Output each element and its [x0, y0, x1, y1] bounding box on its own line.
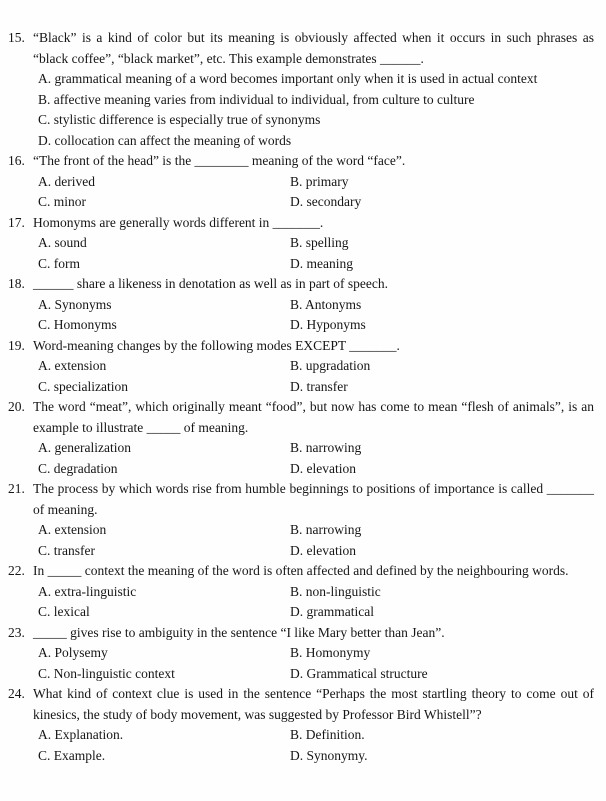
question-body: [33, 684, 594, 766]
question-23: [8, 623, 594, 685]
option-d: D. elevation: [290, 542, 356, 558]
option-d: D. Hyponyms: [290, 317, 366, 332]
option-b: B. narrowing: [290, 522, 362, 537]
option-b: B. Homonymy: [290, 645, 371, 660]
options-list: [33, 438, 594, 479]
option-c: C. stylistic difference is especially true of synonyms: [38, 112, 321, 127]
option-a: A. derived: [38, 173, 95, 189]
question-body: [33, 623, 594, 685]
question-body: [33, 213, 594, 275]
options-list: [33, 725, 594, 766]
question-body: [33, 561, 594, 623]
question-text: The process by which words rise from humble beginnings to positions of importance is called _______ of meaning.: [33, 481, 594, 517]
option-b: B. affective meaning varies from individual to individual, from culture to culture: [38, 91, 475, 107]
option-b: B. primary: [290, 173, 349, 189]
question-number: 22.: [8, 563, 25, 578]
option-a: A. extension: [38, 358, 107, 373]
option-a: A. Explanation.: [38, 727, 124, 742]
options-list: [33, 356, 594, 397]
question-number: 21.: [8, 481, 25, 496]
question-number: 18.: [8, 276, 25, 291]
question-number: 24.: [8, 686, 25, 701]
question-text: What kind of context clue is used in the sentence “Perhaps the most startling theory to come out of kinesics, the study of body movement, was suggested by Professor Bird Whistell”?: [33, 686, 594, 722]
question-body: [33, 151, 594, 213]
question-text: The word “meat”, which originally meant “food”, but now has come to mean “flesh of animals”, is an example to illustrate _____ of meaning.: [33, 399, 594, 435]
option-d: D. meaning: [290, 255, 353, 271]
option-b: B. Antonyms: [290, 296, 362, 312]
option-a: A. sound: [38, 235, 87, 250]
question-body: [33, 336, 594, 398]
question-15: [8, 28, 594, 151]
option-c: C. Non-linguistic context: [38, 665, 175, 681]
question-20: [8, 397, 594, 479]
option-b: B. Definition.: [290, 727, 365, 742]
question-19: [8, 336, 594, 398]
option-a: A. Polysemy: [38, 645, 108, 660]
option-a: A. extra-linguistic: [38, 583, 137, 599]
option-c: C. Homonyms: [38, 317, 117, 332]
option-a: A. Synonyms: [38, 296, 112, 312]
option-c: C. degradation: [38, 460, 118, 476]
options-list: [33, 643, 594, 684]
question-number: 19.: [8, 337, 25, 353]
question-21: [8, 479, 594, 561]
options-list: [33, 295, 594, 336]
question-18: [8, 274, 594, 336]
option-a: A. extension: [38, 522, 107, 537]
question-24: [8, 684, 594, 766]
option-b: B. narrowing: [290, 440, 362, 455]
question-text: In _____ context the meaning of the word is often affected and defined by the neighbouring words.: [33, 563, 569, 578]
question-number: 15.: [8, 30, 25, 45]
question-text: ______ share a likeness in denotation as well as in part of speech.: [33, 276, 389, 291]
option-b: B. upgradation: [290, 358, 371, 373]
option-b: B. spelling: [290, 235, 349, 250]
option-d: D. Synonymy.: [290, 747, 368, 763]
option-d: D. secondary: [290, 194, 362, 209]
option-c: C. transfer: [38, 542, 95, 558]
question-text: “The front of the head” is the ________ meaning of the word “face”.: [33, 153, 406, 168]
question-number: 20.: [8, 399, 25, 414]
option-d: D. elevation: [290, 460, 356, 476]
question-text: “Black” is a kind of color but its meaning is obviously affected when it occurs in such phrases as “black coffee”, “black market”, etc. This example demonstrates ______.: [33, 30, 594, 66]
question-22: [8, 561, 594, 623]
option-c: C. form: [38, 255, 80, 271]
question-number: 16.: [8, 153, 25, 168]
options-list: [33, 520, 594, 561]
option-d: D. collocation can affect the meaning of words: [38, 132, 292, 148]
options-list: [33, 69, 594, 151]
question-body: [33, 28, 594, 151]
question-number: 17.: [8, 214, 25, 230]
option-c: C. specialization: [38, 378, 128, 394]
question-text: Homonyms are generally words different in _______.: [33, 214, 324, 230]
question-number: 23.: [8, 624, 25, 640]
option-a: A. grammatical meaning of a word becomes important only when it is used in actual context: [38, 71, 538, 86]
question-body: [33, 479, 594, 561]
question-17: [8, 213, 594, 275]
option-c: C. Example.: [38, 747, 106, 763]
question-16: [8, 151, 594, 213]
option-d: D. Grammatical structure: [290, 665, 428, 681]
question-text: _____ gives rise to ambiguity in the sentence “I like Mary better than Jean”.: [33, 624, 445, 640]
question-body: [33, 397, 594, 479]
option-c: C. lexical: [38, 604, 90, 619]
options-list: [33, 172, 594, 213]
question-body: [33, 274, 594, 336]
option-d: D. grammatical: [290, 604, 374, 619]
options-list: [33, 582, 594, 623]
question-text: Word-meaning changes by the following modes EXCEPT _______.: [33, 337, 400, 353]
option-b: B. non-linguistic: [290, 583, 381, 599]
option-c: C. minor: [38, 194, 87, 209]
option-a: A. generalization: [38, 440, 131, 455]
options-list: [33, 233, 594, 274]
option-d: D. transfer: [290, 378, 348, 394]
